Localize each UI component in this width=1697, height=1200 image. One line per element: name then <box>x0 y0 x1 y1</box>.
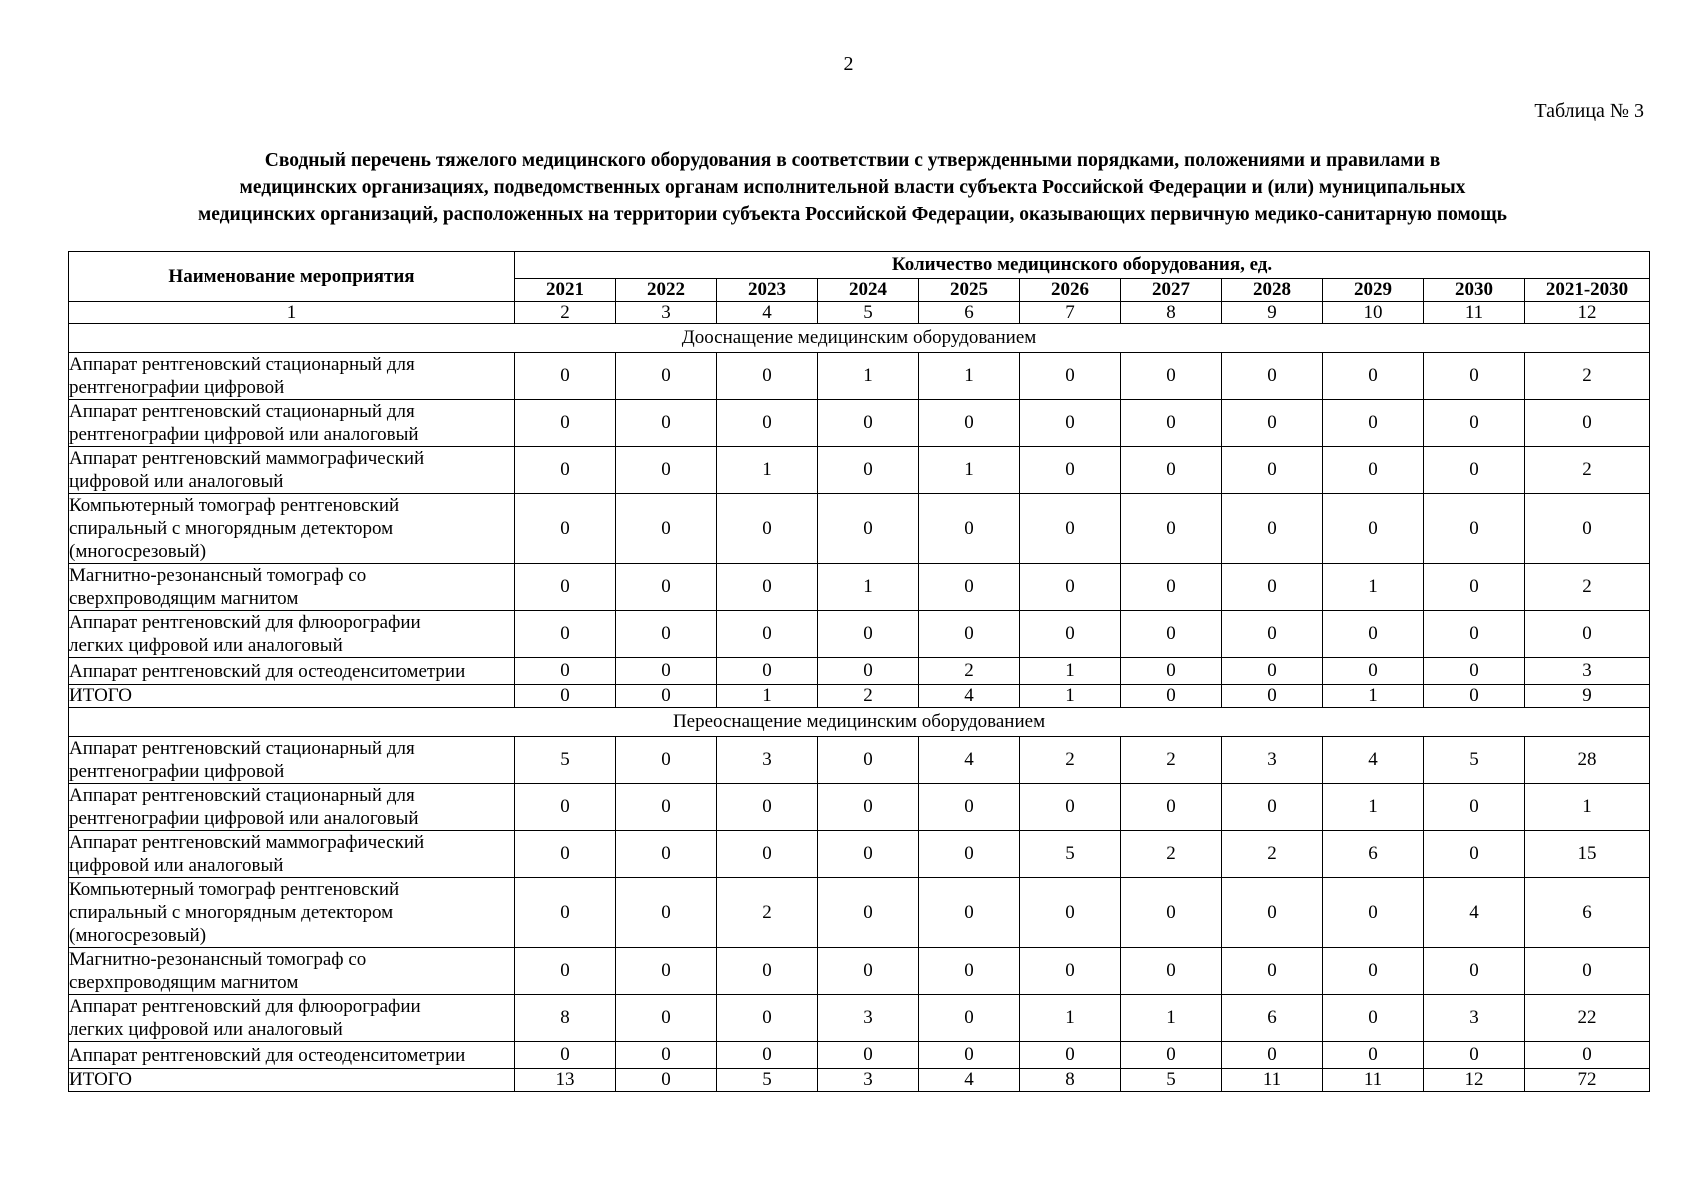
quantity-cell: 0 <box>1424 658 1525 685</box>
quantity-cell: 0 <box>1222 564 1323 611</box>
year-header: 2025 <box>919 279 1020 302</box>
quantity-cell: 3 <box>1525 658 1650 685</box>
quantity-cell: 2 <box>919 658 1020 685</box>
column-number: 4 <box>717 302 818 324</box>
quantity-cell: 0 <box>818 447 919 494</box>
quantity-cell: 0 <box>616 353 717 400</box>
quantity-cell: 0 <box>1020 1042 1121 1069</box>
quantity-cell: 1 <box>818 353 919 400</box>
column-number: 10 <box>1323 302 1424 324</box>
total-row <box>69 685 1650 708</box>
quantity-cell: 1 <box>1020 995 1121 1042</box>
table-row <box>69 831 1650 878</box>
total-cell: 12 <box>1424 1069 1525 1092</box>
quantity-cell: 0 <box>616 784 717 831</box>
quantity-cell: 0 <box>515 494 616 564</box>
quantity-cell: 0 <box>1424 611 1525 658</box>
equipment-name-line: Аппарат рентгеновский для остеоденситометрии <box>69 1044 466 1066</box>
quantity-cell: 0 <box>1121 611 1222 658</box>
table-row <box>69 611 1650 658</box>
equipment-name <box>69 948 515 995</box>
quantity-cell: 2 <box>1121 831 1222 878</box>
equipment-name-line: легких цифровой или аналоговый <box>69 1019 343 1040</box>
total-label: ИТОГО <box>69 1069 515 1092</box>
equipment-name-line: (многосрезовый) <box>69 541 207 562</box>
quantity-cell: 0 <box>515 564 616 611</box>
total-cell: 2 <box>818 685 919 708</box>
quantity-cell: 0 <box>515 400 616 447</box>
column-number: 12 <box>1525 302 1650 324</box>
quantity-cell: 0 <box>717 831 818 878</box>
total-cell: 1 <box>1020 685 1121 708</box>
quantity-cell: 0 <box>818 831 919 878</box>
quantity-cell: 0 <box>616 831 717 878</box>
quantity-cell: 0 <box>1424 1042 1525 1069</box>
total-cell: 9 <box>1525 685 1650 708</box>
quantity-cell: 0 <box>919 400 1020 447</box>
equipment-name <box>69 611 515 658</box>
total-cell: 0 <box>515 685 616 708</box>
quantity-cell: 0 <box>717 611 818 658</box>
total-cell: 72 <box>1525 1069 1650 1092</box>
equipment-name-line: Магнитно-резонансный томограф со <box>69 949 367 970</box>
quantity-cell: 0 <box>1121 658 1222 685</box>
quantity-cell: 0 <box>616 658 717 685</box>
quantity-cell: 0 <box>515 878 616 948</box>
table-row <box>69 737 1650 784</box>
quantity-cell: 0 <box>717 995 818 1042</box>
total-cell: 13 <box>515 1069 616 1092</box>
quantity-cell: 0 <box>1525 400 1650 447</box>
quantity-cell: 1 <box>1020 658 1121 685</box>
quantity-cell: 15 <box>1525 831 1650 878</box>
quantity-cell: 0 <box>1323 400 1424 447</box>
quantity-cell: 0 <box>1424 831 1525 878</box>
quantity-cell: 0 <box>1323 995 1424 1042</box>
quantity-cell: 0 <box>1323 658 1424 685</box>
quantity-cell: 0 <box>1222 494 1323 564</box>
quantity-cell: 0 <box>818 1042 919 1069</box>
equipment-name <box>69 784 515 831</box>
quantity-cell: 0 <box>1424 784 1525 831</box>
year-header: 2026 <box>1020 279 1121 302</box>
equipment-name <box>69 353 515 400</box>
equipment-name-line: Аппарат рентгеновский стационарный для <box>69 354 415 375</box>
year-header: 2030 <box>1424 279 1525 302</box>
quantity-cell: 0 <box>717 948 818 995</box>
column-number: 5 <box>818 302 919 324</box>
equipment-name-line: Аппарат рентгеновский стационарный для <box>69 785 415 806</box>
quantity-cell: 0 <box>717 784 818 831</box>
year-header: 2028 <box>1222 279 1323 302</box>
quantity-cell: 0 <box>818 737 919 784</box>
quantity-cell: 0 <box>1121 784 1222 831</box>
document-title <box>66 147 1639 228</box>
quantity-cell: 1 <box>1323 564 1424 611</box>
quantity-cell: 0 <box>515 353 616 400</box>
equipment-name-line: цифровой или аналоговый <box>69 471 284 492</box>
equipment-name-line: сверхпроводящим магнитом <box>69 972 299 993</box>
section-header-row <box>69 324 1650 353</box>
table-label: Таблица № 3 <box>1534 100 1644 122</box>
quantity-cell: 0 <box>919 1042 1020 1069</box>
quantity-cell: 3 <box>1222 737 1323 784</box>
total-cell: 11 <box>1323 1069 1424 1092</box>
table-row <box>69 948 1650 995</box>
quantity-cell: 0 <box>1020 353 1121 400</box>
table-row <box>69 995 1650 1042</box>
year-header: 2027 <box>1121 279 1222 302</box>
quantity-cell: 0 <box>1020 494 1121 564</box>
quantity-cell: 0 <box>1121 948 1222 995</box>
quantity-cell: 0 <box>1424 447 1525 494</box>
quantity-cell: 3 <box>717 737 818 784</box>
page-number: 2 <box>843 53 854 75</box>
total-label: ИТОГО <box>69 685 515 708</box>
quantity-cell: 4 <box>1424 878 1525 948</box>
quantity-cell: 5 <box>515 737 616 784</box>
quantity-cell: 0 <box>1020 784 1121 831</box>
total-cell: 1 <box>717 685 818 708</box>
quantity-cell: 0 <box>616 878 717 948</box>
quantity-cell: 2 <box>1525 447 1650 494</box>
title-line: медицинских организациях, подведомственных органам исполнительной власти субъекта Российской Федерации и (или) муниципальных <box>239 177 1466 198</box>
table-row <box>69 658 1650 685</box>
quantity-cell: 2 <box>1020 737 1121 784</box>
quantity-cell: 0 <box>919 611 1020 658</box>
quantity-cell: 1 <box>919 447 1020 494</box>
total-cell: 0 <box>1424 685 1525 708</box>
quantity-cell: 0 <box>1424 353 1525 400</box>
total-cell: 4 <box>919 685 1020 708</box>
section-header-row <box>69 708 1650 737</box>
quantity-cell: 0 <box>1424 400 1525 447</box>
equipment-name-line: Аппарат рентгеновский для флюорографии <box>69 996 421 1017</box>
quantity-cell: 0 <box>616 494 717 564</box>
table-row <box>69 353 1650 400</box>
quantity-cell: 0 <box>515 1042 616 1069</box>
quantity-cell: 0 <box>919 564 1020 611</box>
equipment-name-line: сверхпроводящим магнитом <box>69 588 299 609</box>
quantity-cell: 0 <box>818 878 919 948</box>
quantity-cell: 0 <box>616 995 717 1042</box>
quantity-cell: 2 <box>1121 737 1222 784</box>
quantity-cell: 0 <box>1222 400 1323 447</box>
quantity-cell: 0 <box>717 400 818 447</box>
equipment-name-line: рентгенографии цифровой или аналоговый <box>69 808 419 829</box>
equipment-name-line: Аппарат рентгеновский маммографический <box>69 448 425 469</box>
quantity-cell: 0 <box>1121 400 1222 447</box>
equipment-name-line: легких цифровой или аналоговый <box>69 635 343 656</box>
quantity-cell: 0 <box>1323 611 1424 658</box>
quantity-cell: 0 <box>717 494 818 564</box>
equipment-name <box>69 400 515 447</box>
quantity-cell: 0 <box>515 831 616 878</box>
quantity-cell: 0 <box>1323 948 1424 995</box>
quantity-cell: 0 <box>1222 611 1323 658</box>
column-number: 9 <box>1222 302 1323 324</box>
quantity-group-header: Количество медицинского оборудования, ед. <box>515 252 1650 279</box>
quantity-cell: 0 <box>1525 1042 1650 1069</box>
quantity-cell: 0 <box>1424 948 1525 995</box>
quantity-cell: 6 <box>1525 878 1650 948</box>
quantity-cell: 0 <box>717 564 818 611</box>
quantity-cell: 28 <box>1525 737 1650 784</box>
quantity-cell: 0 <box>1222 948 1323 995</box>
quantity-cell: 0 <box>1121 353 1222 400</box>
quantity-cell: 0 <box>515 611 616 658</box>
name-column-header: Наименование мероприятия <box>69 252 515 302</box>
quantity-cell: 4 <box>1323 737 1424 784</box>
column-number: 11 <box>1424 302 1525 324</box>
quantity-cell: 0 <box>1323 878 1424 948</box>
total-cell: 11 <box>1222 1069 1323 1092</box>
total-cell: 8 <box>1020 1069 1121 1092</box>
quantity-cell: 0 <box>818 611 919 658</box>
column-number: 7 <box>1020 302 1121 324</box>
year-header: 2023 <box>717 279 818 302</box>
title-line: Сводный перечень тяжелого медицинского оборудования в соответствии с утвержденными порядками, положениями и правилами в <box>264 150 1441 171</box>
quantity-cell: 0 <box>1222 878 1323 948</box>
quantity-cell: 1 <box>717 447 818 494</box>
title-line: медицинских организаций, расположенных на территории субъекта Российской Федерации, оказывающих первичную медико-санитарную помощь <box>197 204 1507 225</box>
quantity-cell: 6 <box>1323 831 1424 878</box>
quantity-cell: 0 <box>515 948 616 995</box>
table-row <box>69 784 1650 831</box>
quantity-cell: 1 <box>1323 784 1424 831</box>
quantity-cell: 3 <box>1424 995 1525 1042</box>
quantity-cell: 2 <box>1525 564 1650 611</box>
equipment-name-line: (многосрезовый) <box>69 925 207 946</box>
year-header: 2021 <box>515 279 616 302</box>
total-cell: 0 <box>616 685 717 708</box>
quantity-cell: 0 <box>616 564 717 611</box>
quantity-cell: 4 <box>919 737 1020 784</box>
quantity-cell: 0 <box>919 878 1020 948</box>
quantity-cell: 0 <box>616 611 717 658</box>
quantity-cell: 5 <box>1424 737 1525 784</box>
table-row <box>69 400 1650 447</box>
quantity-cell: 0 <box>1222 784 1323 831</box>
equipment-name-line: спиральный с многорядным детектором <box>69 902 394 923</box>
quantity-cell: 0 <box>1121 447 1222 494</box>
quantity-cell: 0 <box>1323 353 1424 400</box>
quantity-cell: 1 <box>1525 784 1650 831</box>
quantity-cell: 0 <box>515 784 616 831</box>
quantity-cell: 0 <box>616 948 717 995</box>
quantity-cell: 0 <box>1323 1042 1424 1069</box>
table-row <box>69 878 1650 948</box>
quantity-cell: 0 <box>515 658 616 685</box>
column-number: 6 <box>919 302 1020 324</box>
column-number: 2 <box>515 302 616 324</box>
equipment-name-line: рентгенографии цифровой <box>69 377 285 398</box>
quantity-cell: 0 <box>616 737 717 784</box>
quantity-cell: 0 <box>919 494 1020 564</box>
quantity-cell: 0 <box>616 400 717 447</box>
quantity-cell: 6 <box>1222 995 1323 1042</box>
column-number-row <box>69 302 1650 324</box>
equipment-name <box>69 564 515 611</box>
quantity-cell: 2 <box>1525 353 1650 400</box>
quantity-cell: 3 <box>818 995 919 1042</box>
quantity-cell: 22 <box>1525 995 1650 1042</box>
total-cell: 1 <box>1323 685 1424 708</box>
equipment-name-line: Компьютерный томограф рентгеновский <box>69 495 400 516</box>
column-number: 3 <box>616 302 717 324</box>
section-title: Дооснащение медицинским оборудованием <box>69 324 1650 353</box>
quantity-cell: 0 <box>818 658 919 685</box>
total-cell: 3 <box>818 1069 919 1092</box>
quantity-cell: 0 <box>717 658 818 685</box>
equipment-name-line: рентгенографии цифровой или аналоговый <box>69 424 419 445</box>
quantity-cell: 0 <box>1424 564 1525 611</box>
section-title: Переоснащение медицинским оборудованием <box>69 708 1650 737</box>
quantity-cell: 0 <box>818 784 919 831</box>
total-cell: 4 <box>919 1069 1020 1092</box>
quantity-cell: 0 <box>1525 611 1650 658</box>
quantity-cell: 0 <box>1020 564 1121 611</box>
quantity-cell: 1 <box>919 353 1020 400</box>
quantity-cell: 0 <box>717 1042 818 1069</box>
equipment-name <box>69 658 515 685</box>
quantity-cell: 0 <box>1424 494 1525 564</box>
quantity-cell: 2 <box>717 878 818 948</box>
equipment-name <box>69 878 515 948</box>
equipment-name <box>69 995 515 1042</box>
quantity-cell: 0 <box>919 948 1020 995</box>
equipment-name-line: Аппарат рентгеновский стационарный для <box>69 738 415 759</box>
quantity-cell: 0 <box>1020 447 1121 494</box>
equipment-name <box>69 737 515 784</box>
quantity-cell: 2 <box>1222 831 1323 878</box>
quantity-cell: 0 <box>1121 1042 1222 1069</box>
quantity-cell: 0 <box>919 831 1020 878</box>
year-header: 2024 <box>818 279 919 302</box>
quantity-cell: 0 <box>1121 564 1222 611</box>
year-header: 2022 <box>616 279 717 302</box>
table-row <box>69 564 1650 611</box>
equipment-table <box>68 251 1650 1092</box>
total-cell: 5 <box>1121 1069 1222 1092</box>
total-cell: 0 <box>1121 685 1222 708</box>
quantity-cell: 0 <box>1121 494 1222 564</box>
equipment-name-line: Аппарат рентгеновский для флюорографии <box>69 612 421 633</box>
column-number: 8 <box>1121 302 1222 324</box>
quantity-cell: 0 <box>1020 878 1121 948</box>
total-cell: 0 <box>1222 685 1323 708</box>
total-cell: 0 <box>616 1069 717 1092</box>
total-row <box>69 1069 1650 1092</box>
quantity-cell: 0 <box>919 995 1020 1042</box>
table-row <box>69 447 1650 494</box>
quantity-cell: 0 <box>1525 494 1650 564</box>
table-row <box>69 1042 1650 1069</box>
column-number: 1 <box>69 302 515 324</box>
equipment-name-line: спиральный с многорядным детектором <box>69 518 394 539</box>
quantity-cell: 0 <box>616 1042 717 1069</box>
equipment-name-line: цифровой или аналоговый <box>69 855 284 876</box>
quantity-cell: 5 <box>1020 831 1121 878</box>
quantity-cell: 0 <box>1222 447 1323 494</box>
total-cell: 5 <box>717 1069 818 1092</box>
quantity-cell: 0 <box>1020 400 1121 447</box>
equipment-name <box>69 1042 515 1069</box>
quantity-cell: 0 <box>1323 447 1424 494</box>
equipment-name-line: Аппарат рентгеновский стационарный для <box>69 401 415 422</box>
quantity-cell: 1 <box>818 564 919 611</box>
year-header: 2021-2030 <box>1525 279 1650 302</box>
equipment-name-line: Магнитно-резонансный томограф со <box>69 565 367 586</box>
quantity-cell: 0 <box>1323 494 1424 564</box>
quantity-cell: 0 <box>1222 1042 1323 1069</box>
equipment-name-line: рентгенографии цифровой <box>69 761 285 782</box>
year-header: 2029 <box>1323 279 1424 302</box>
quantity-cell: 0 <box>1525 948 1650 995</box>
quantity-cell: 8 <box>515 995 616 1042</box>
quantity-cell: 1 <box>1121 995 1222 1042</box>
equipment-name <box>69 831 515 878</box>
quantity-cell: 0 <box>1222 658 1323 685</box>
quantity-cell: 0 <box>717 353 818 400</box>
equipment-name-line: Аппарат рентгеновский маммографический <box>69 832 425 853</box>
quantity-cell: 0 <box>919 784 1020 831</box>
quantity-cell: 0 <box>515 447 616 494</box>
quantity-cell: 0 <box>818 400 919 447</box>
equipment-name-line: Аппарат рентгеновский для остеоденситометрии <box>69 660 466 682</box>
quantity-cell: 0 <box>1121 878 1222 948</box>
quantity-cell: 0 <box>818 948 919 995</box>
equipment-name-line: Компьютерный томограф рентгеновский <box>69 879 400 900</box>
quantity-cell: 0 <box>1222 353 1323 400</box>
quantity-cell: 0 <box>1020 611 1121 658</box>
quantity-cell: 0 <box>616 447 717 494</box>
quantity-cell: 0 <box>1020 948 1121 995</box>
quantity-cell: 0 <box>818 494 919 564</box>
equipment-name <box>69 447 515 494</box>
equipment-name <box>69 494 515 564</box>
table-row <box>69 494 1650 564</box>
